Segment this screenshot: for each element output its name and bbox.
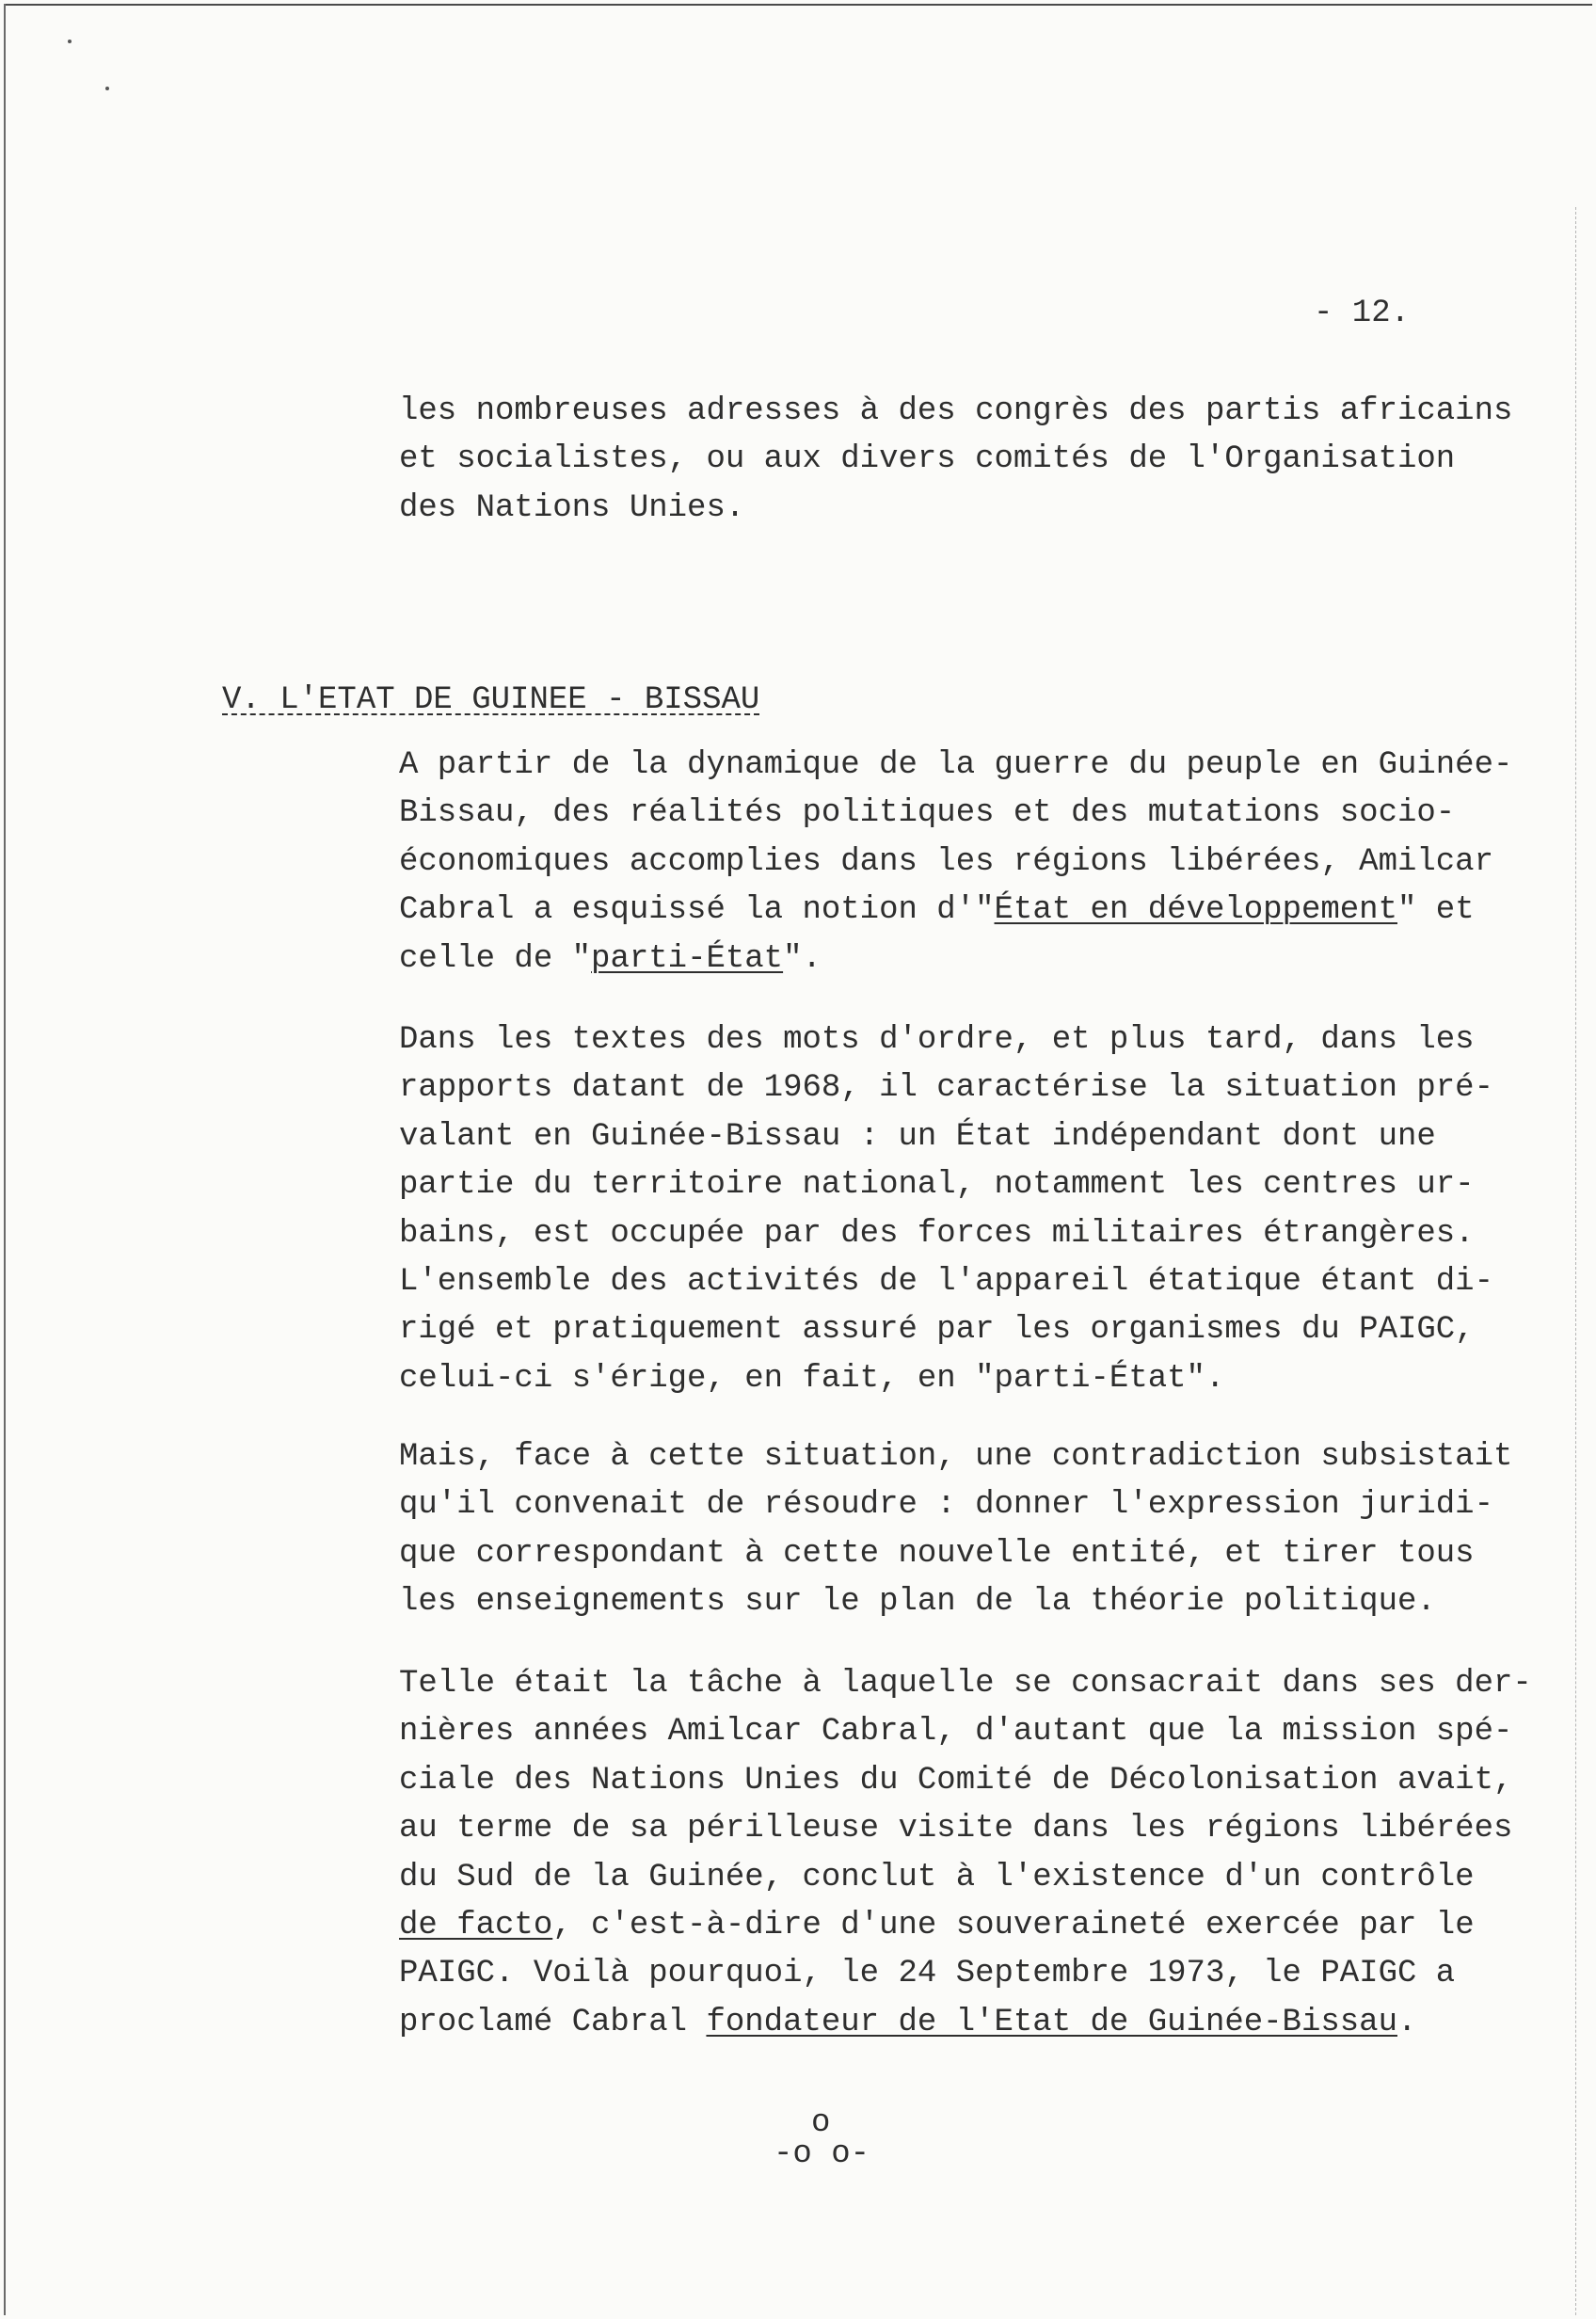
text-line: partie du territoire national, notamment les centres ur- (399, 1167, 1475, 1204)
text-line: Telle était la tâche à laquelle se consacrait dans ses der- (399, 1666, 1532, 1702)
end-ornament (774, 2105, 886, 2172)
text-line: les enseignements sur le plan de la théorie politique. (399, 1584, 1436, 1621)
text-line: que correspondant à cette nouvelle entité, et tirer tous (399, 1535, 1475, 1572)
ornament-top: o (811, 2105, 831, 2141)
scan-edge-right (1575, 207, 1576, 2315)
underlined-phrase: État en développement (994, 892, 1397, 929)
underlined-phrase: de facto (399, 1907, 553, 1943)
text-line: rapports datant de 1968, il caractérise la situation pré- (399, 1070, 1493, 1107)
text-line: qu'il convenait de résoudre : donner l'expression juridi- (399, 1487, 1493, 1524)
text-segment: , c'est-à-dire d'une souveraineté exercée par le (552, 1907, 1475, 1943)
text-line: rigé et pratiquement assuré par les organismes du PAIGC, (399, 1312, 1475, 1349)
text-line: Mais, face à cette situation, une contradiction subsistait (399, 1439, 1513, 1475)
text-segment: " et (1397, 892, 1475, 929)
text-line: au terme de sa périlleuse visite dans les régions libérées (399, 1811, 1513, 1847)
text-line (399, 936, 1566, 984)
text-line: Bissau, des réalités politiques et des mutations socio- (399, 795, 1456, 832)
text-line: du Sud de la Guinée, conclut à l'existence d'un contrôle (399, 1859, 1475, 1895)
scan-speck (68, 40, 72, 43)
text-line (399, 1999, 1566, 2047)
text-line: A partir de la dynamique de la guerre du peuple en Guinée- (399, 747, 1513, 783)
paragraph-1 (399, 742, 1566, 984)
text-segment: celle de " (399, 940, 592, 977)
text-line: économiques accomplies dans les régions libérées, Amilcar (399, 843, 1493, 880)
text-line: celui-ci s'érige, en fait, en "parti-État". (399, 1360, 1225, 1397)
intro-paragraph (399, 388, 1566, 533)
text-line: PAIGC. Voilà pourquoi, le 24 Septembre 1973, le PAIGC a (399, 1956, 1456, 1992)
text-segment: ". (783, 940, 822, 977)
text-line: les nombreuses adresses à des congrès des partis africains (399, 393, 1513, 429)
scan-edge-left (4, 4, 6, 2315)
text-line (399, 887, 1566, 935)
underlined-phrase: parti-État (591, 940, 784, 977)
ornament-bottom: -o o- (774, 2136, 870, 2172)
scan-speck (105, 87, 109, 90)
section-heading: V. L'ETAT DE GUINEE - BISSAU (222, 682, 760, 718)
text-line (399, 1902, 1566, 1950)
text-line: nières années Amilcar Cabral, d'autant que la mission spé- (399, 1714, 1513, 1751)
paragraph-2 (399, 1016, 1566, 1403)
text-line: valant en Guinée-Bissau : un État indépendant dont une (399, 1118, 1436, 1155)
paragraph-3 (399, 1433, 1566, 1627)
text-line: et socialistes, ou aux divers comités de l'Organisation (399, 441, 1456, 478)
text-segment: . (1396, 2004, 1417, 2040)
text-segment: proclamé Cabral (399, 2004, 707, 2040)
text-line: Dans les textes des mots d'ordre, et plus tard, dans les (399, 1022, 1475, 1058)
text-line: bains, est occupée par des forces militaires étrangères. (399, 1215, 1475, 1252)
text-line: L'ensemble des activités de l'appareil étatique étant di- (399, 1263, 1493, 1300)
scan-edge-top (4, 4, 1592, 6)
text-line: des Nations Unies. (399, 489, 745, 526)
paragraph-4 (399, 1660, 1566, 2047)
text-line: ciale des Nations Unies du Comité de Décolonisation avait, (399, 1762, 1513, 1799)
text-segment: Cabral a esquissé la notion d'" (399, 892, 995, 929)
page-number: - 12. (1314, 296, 1411, 331)
underlined-phrase: fondateur de l'Etat de Guinée-Bissau (706, 2004, 1397, 2040)
